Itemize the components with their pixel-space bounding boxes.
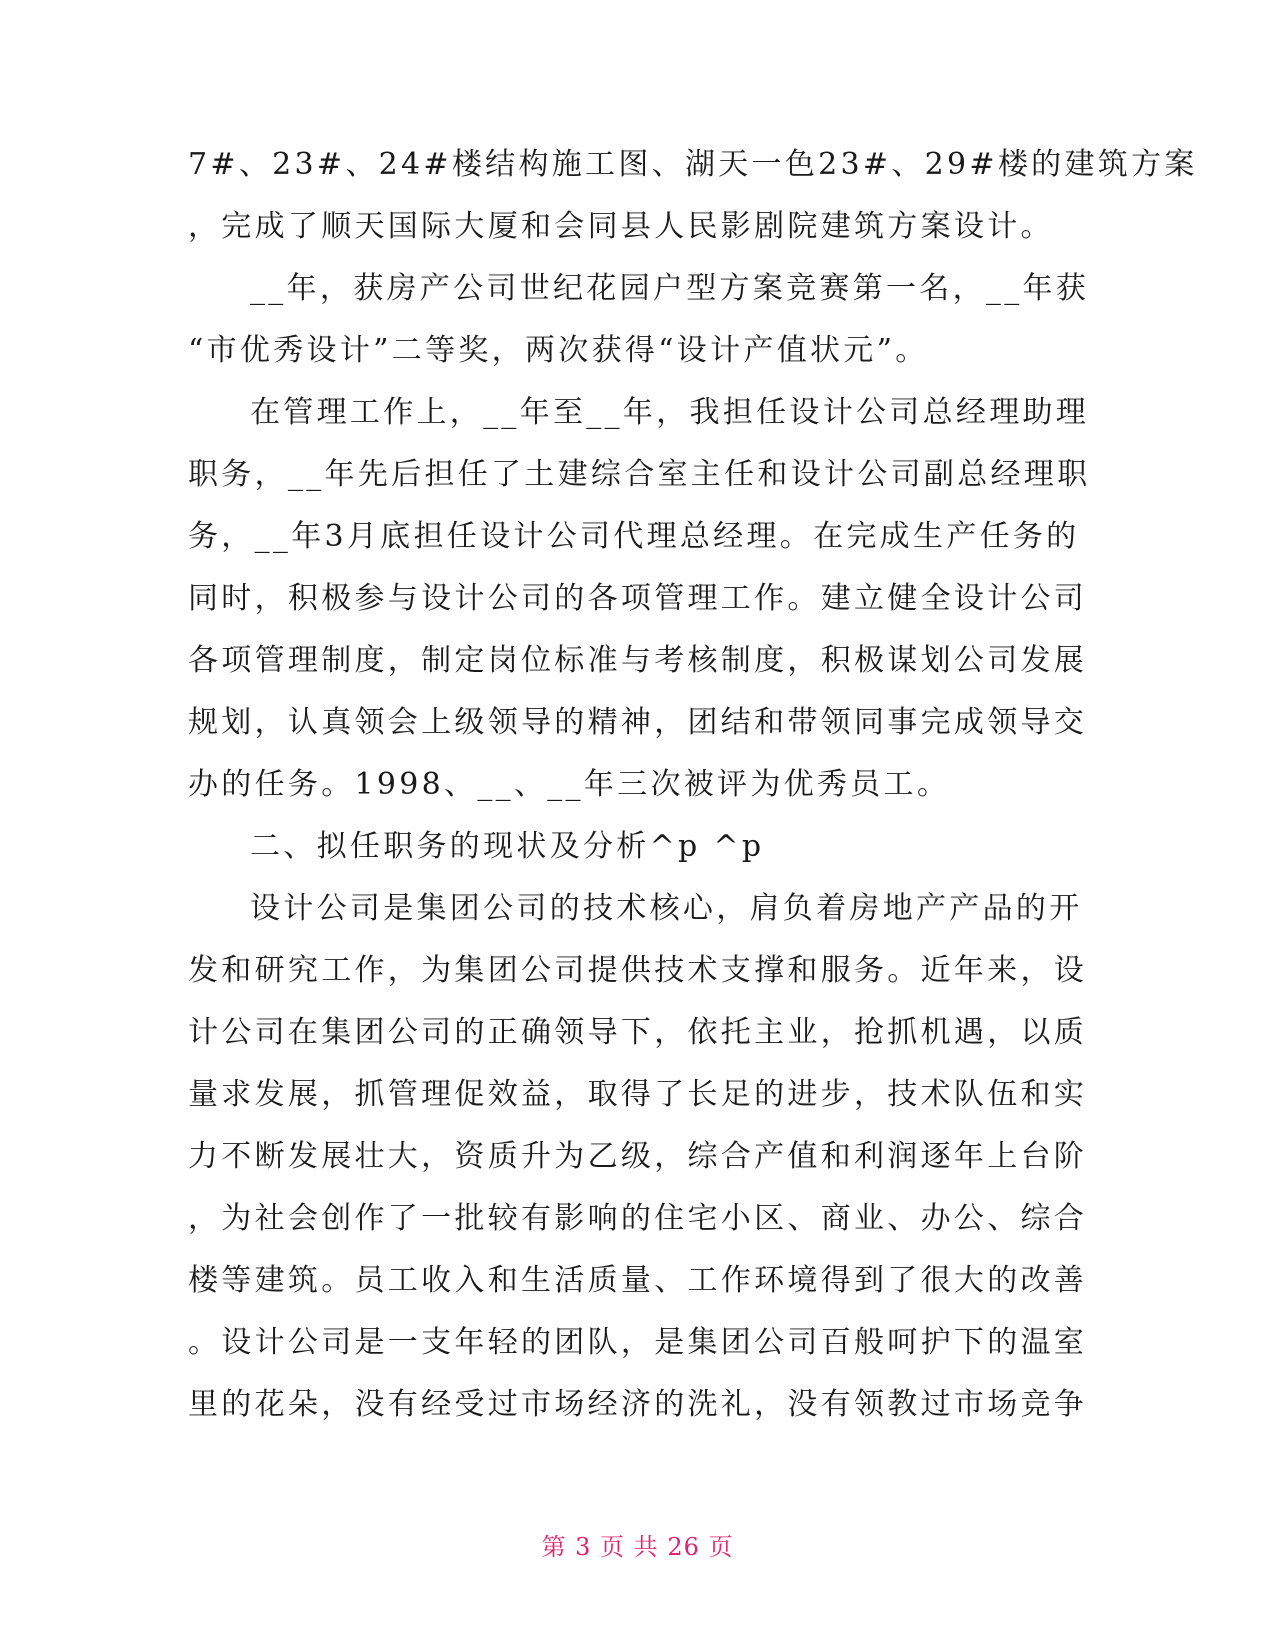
text-line-15: 计公司在集团公司的正确领导下，依托主业，抢抓机遇，以质	[188, 1015, 1088, 1050]
text-line-7: 务，__年3月底担任设计公司代理总经理。在完成生产任务的	[188, 519, 1080, 554]
text-line-20: 。设计公司是一支年轻的团队，是集团公司百般呵护下的温室	[188, 1325, 1088, 1360]
footer-suffix: 页	[708, 1533, 734, 1561]
page-footer	[0, 1532, 1275, 1562]
text-line-5: 在管理工作上，__年至__年，我担任设计公司总经理助理	[250, 395, 1090, 430]
text-line-8: 同时，积极参与设计公司的各项管理工作。建立健全设计公司	[188, 581, 1088, 616]
text-line-21: 里的花朵，没有经受过市场经济的洗礼，没有领教过市场竞争	[188, 1387, 1088, 1422]
text-line-3: __年，获房产公司世纪花园户型方案竞赛第一名，__年获	[250, 271, 1090, 306]
text-line-2: ，完成了顺天国际大厦和会同县人民影剧院建筑方案设计。	[188, 209, 1054, 244]
text-line-17: 力不断发展壮大，资质升为乙级，综合产值和利润逐年上台阶	[188, 1139, 1088, 1174]
text-line-18: ，为社会创作了一批较有影响的住宅小区、商业、办公、综合	[188, 1201, 1088, 1236]
text-line-11: 办的任务。1998、__、__年三次被评为优秀员工。	[188, 767, 951, 802]
footer-page-number: 3	[575, 1533, 592, 1561]
footer-mid: 页 共	[600, 1533, 659, 1561]
text-line-13: 设计公司是集团公司的技术核心，肩负着房地产产品的开	[250, 891, 1083, 926]
text-line-6: 职务，__年先后担任了土建综合室主任和设计公司副总经理职	[188, 457, 1091, 492]
text-line-9: 各项管理制度，制定岗位标准与考核制度，积极谋划公司发展	[188, 643, 1088, 678]
footer-total-pages: 26	[667, 1533, 700, 1561]
text-line-19: 楼等建筑。员工收入和生活质量、工作环境得到了很大的改善	[188, 1263, 1088, 1298]
text-line-16: 量求发展，抓管理促效益，取得了长足的进步，技术队伍和实	[188, 1077, 1088, 1112]
section-heading: 二、拟任职务的现状及分析^p ^p	[250, 829, 765, 864]
text-line-10: 规划，认真领会上级领导的精神，团结和带领同事完成领导交	[188, 705, 1088, 740]
text-line-1: 7#、23#、24#楼结构施工图、湖天一色23#、29#楼的建筑方案	[188, 147, 1198, 182]
footer-prefix: 第	[541, 1533, 567, 1561]
text-line-14: 发和研究工作，为集团公司提供技术支撑和服务。近年来，设	[188, 953, 1088, 988]
text-line-4: “市优秀设计”二等奖，两次获得“设计产值状元”。	[188, 333, 929, 368]
